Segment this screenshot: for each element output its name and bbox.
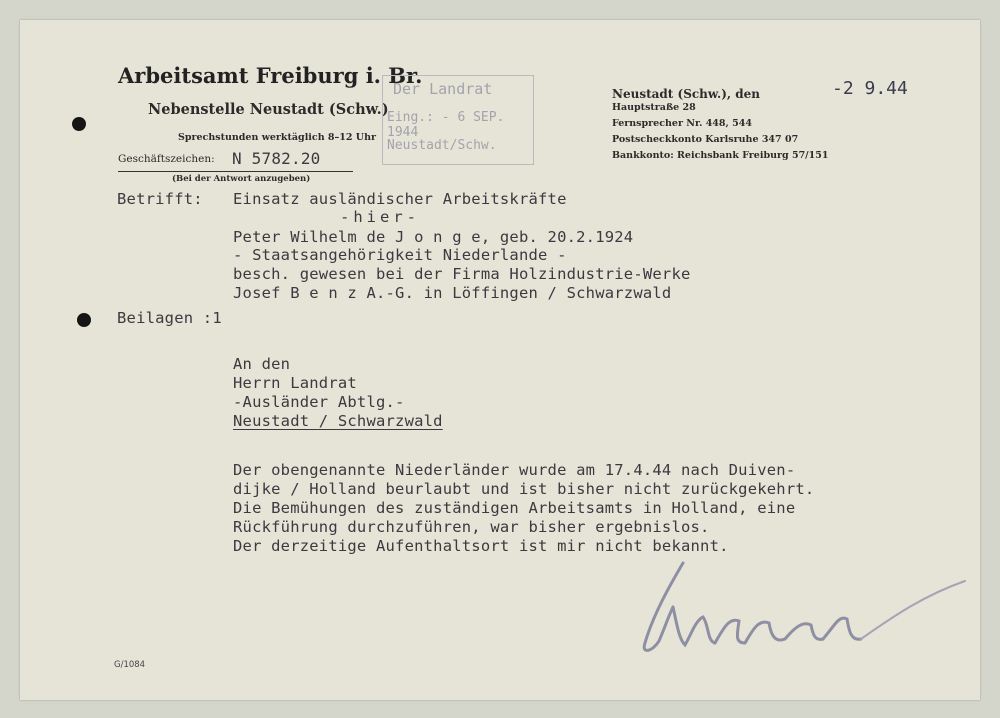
body-line: dijke / Holland beurlaubt und ist bisher nicht zurückgekehrt. — [233, 480, 815, 498]
subject-line: -hier- — [340, 208, 420, 226]
received-stamp — [382, 75, 534, 165]
punch-hole-bottom — [77, 313, 91, 327]
stamp-place: Neustadt/Schw. — [387, 138, 497, 153]
address-postal-account: Postscheckkonto Karlsruhe 347 07 — [612, 134, 799, 145]
letter-date: -2 9.44 — [832, 78, 908, 99]
recipient-line: An den — [233, 355, 291, 373]
office-title: Arbeitsamt Freiburg i. Br. — [118, 63, 423, 88]
address-phone: Fernsprecher Nr. 448, 544 — [612, 118, 752, 129]
recipient-city: Neustadt / Schwarzwald — [233, 412, 443, 430]
form-code: G/1084 — [114, 660, 146, 670]
subject-line: besch. gewesen bei der Firma Holzindustrie-Werke — [233, 265, 691, 283]
body-line: Rückführung durchzuführen, war bisher ergebnislos. — [233, 518, 710, 536]
body-line: Der obengenannte Niederländer wurde am 17.4.44 nach Duiven- — [233, 461, 796, 479]
address-street: Hauptstraße 28 — [612, 102, 696, 113]
subject-label: Betrifft: — [117, 190, 203, 208]
recipient-line: -Ausländer Abtlg.- — [233, 393, 405, 411]
reference-number: N 5782.20 — [232, 149, 321, 168]
recipient-line: Herrn Landrat — [233, 374, 357, 392]
subject-line: Einsatz ausländischer Arbeitskräfte — [233, 190, 567, 208]
body-line: Die Bemühungen des zuständigen Arbeitsamts in Holland, eine — [233, 499, 796, 517]
subject-line: Josef B e n z A.-G. in Löffingen / Schwarzwald — [233, 284, 672, 302]
handwritten-signature — [625, 555, 975, 665]
body-line: Der derzeitige Aufenthaltsort ist mir nicht bekannt. — [233, 537, 729, 555]
subject-line: Peter Wilhelm de J o n g e, geb. 20.2.1924 — [233, 228, 634, 246]
enclosures: Beilagen :1 — [117, 309, 222, 327]
branch-office: Nebenstelle Neustadt (Schw.) — [148, 101, 389, 118]
address-bank-account: Bankkonto: Reichsbank Freiburg 57/151 — [612, 150, 829, 161]
stamp-date: Eing.: - 6 SEP. 1944 — [387, 110, 505, 140]
place-date-label: Neustadt (Schw.), den — [612, 87, 760, 101]
reference-underline — [118, 171, 353, 172]
reference-note: (Bei der Antwort anzugeben) — [172, 174, 311, 184]
subject-line: - Staatsangehörigkeit Niederlande - — [233, 246, 567, 264]
stamp-authority: Der Landrat — [393, 80, 493, 98]
reference-label: Geschäftszeichen: — [118, 153, 215, 165]
punch-hole-top — [72, 117, 86, 131]
office-hours: Sprechstunden werktäglich 8–12 Uhr — [178, 132, 376, 143]
